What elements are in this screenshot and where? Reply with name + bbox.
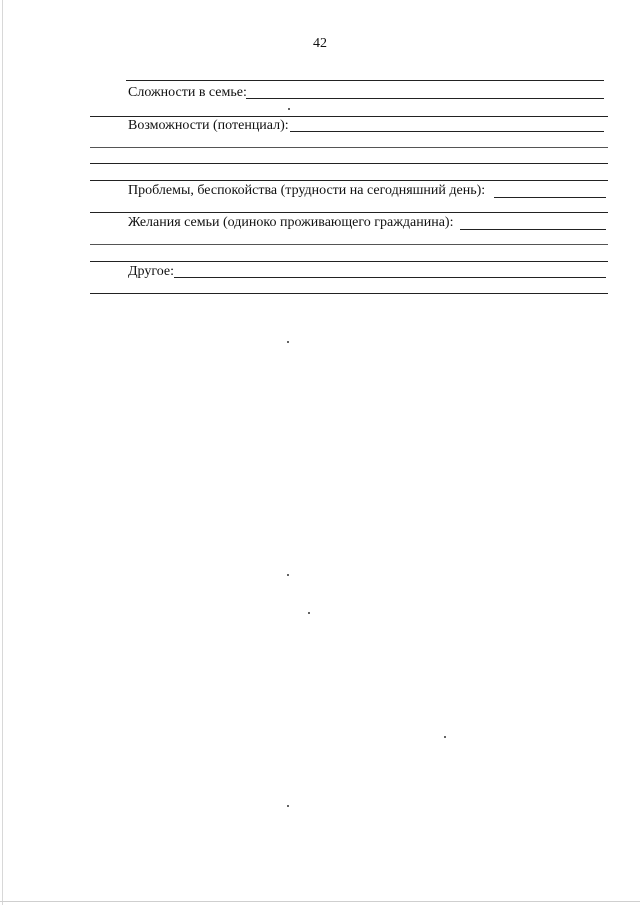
answer-line[interactable] <box>460 229 606 230</box>
answer-line[interactable] <box>246 98 604 99</box>
blank-line <box>90 116 608 117</box>
blank-line <box>90 212 608 213</box>
scan-edge-left <box>2 0 3 905</box>
scan-speck <box>287 574 289 576</box>
blank-line <box>126 80 604 81</box>
blank-line <box>90 180 608 181</box>
field-label-problems: Проблемы, беспокойства (трудности на сегодняшний день): <box>128 183 486 198</box>
page-number: 42 <box>313 36 327 51</box>
scan-speck <box>308 612 310 614</box>
scan-speck <box>287 805 289 807</box>
field-label-difficulties: Сложности в семье: <box>128 85 247 100</box>
blank-line <box>90 147 608 148</box>
scan-speck <box>288 108 290 110</box>
scan-speck <box>287 341 289 343</box>
answer-line[interactable] <box>494 197 606 198</box>
field-label-other: Другое: <box>128 264 175 279</box>
scan-edge-bottom <box>0 901 640 902</box>
blank-line <box>90 261 608 262</box>
blank-line <box>90 163 608 164</box>
field-label-wishes: Желания семьи (одиноко проживающего гражданина): <box>128 215 454 230</box>
blank-line <box>90 293 608 294</box>
field-label-potential: Возможности (потенциал): <box>128 118 289 133</box>
scan-speck <box>444 736 446 738</box>
answer-line[interactable] <box>174 277 606 278</box>
answer-line[interactable] <box>290 131 604 132</box>
blank-line <box>90 244 608 245</box>
